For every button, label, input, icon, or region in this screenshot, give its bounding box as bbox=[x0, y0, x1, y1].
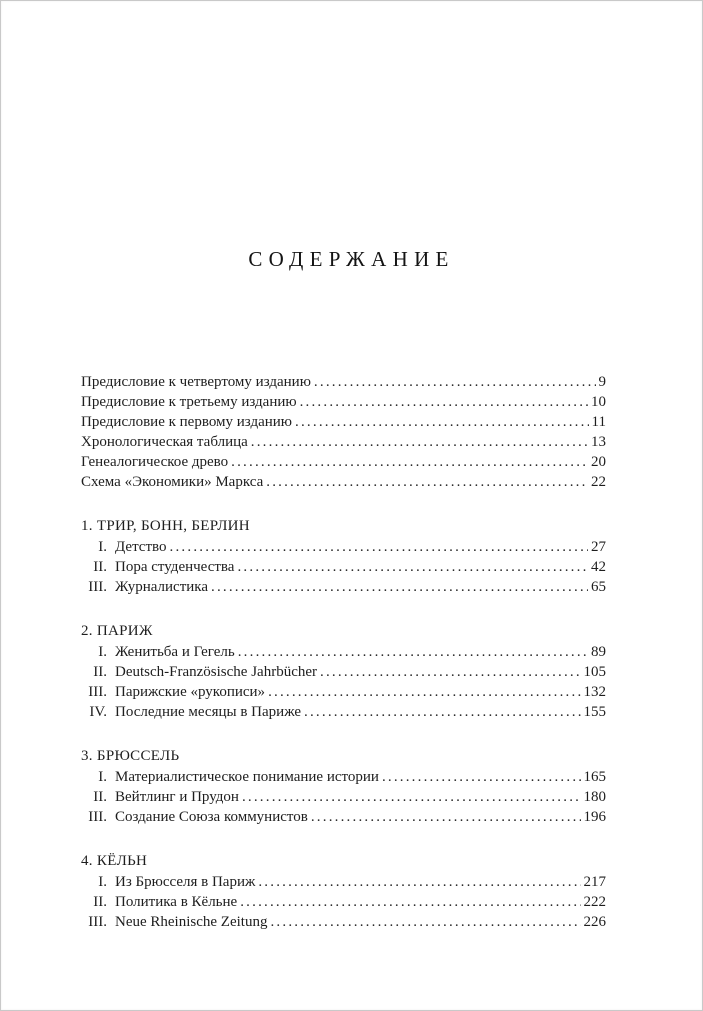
toc-entry-numeral: III. bbox=[88, 914, 107, 930]
toc-entry-page: 196 bbox=[583, 809, 606, 825]
dot-leader bbox=[238, 642, 588, 662]
toc-entry bbox=[81, 372, 606, 392]
toc-section bbox=[81, 746, 606, 827]
toc-entry bbox=[81, 767, 606, 787]
toc-entry bbox=[81, 452, 606, 472]
toc-entry-label: Предисловие к четвертому изданию bbox=[81, 374, 311, 390]
table-of-contents bbox=[1, 372, 702, 932]
toc-entry-page: 10 bbox=[591, 394, 606, 410]
toc-entry-label: Схема «Экономики» Маркса bbox=[81, 474, 264, 490]
dot-leader bbox=[170, 537, 588, 557]
toc-entry-numeral: III. bbox=[88, 579, 107, 595]
toc-entry-label: Предисловие к третьему изданию bbox=[81, 394, 297, 410]
toc-entry-numeral: I. bbox=[98, 874, 107, 890]
toc-entry bbox=[81, 412, 606, 432]
toc-entry-page: 217 bbox=[583, 874, 606, 890]
dot-leader bbox=[237, 557, 588, 577]
toc-entry bbox=[81, 577, 606, 597]
toc-entry-label: Пора студенчества bbox=[115, 559, 235, 575]
dot-leader bbox=[300, 392, 588, 412]
toc-entry bbox=[81, 912, 606, 932]
toc-entry-label: Женитьба и Гегель bbox=[115, 644, 235, 660]
dot-leader bbox=[242, 787, 581, 807]
dot-leader bbox=[311, 807, 581, 827]
dot-leader bbox=[251, 432, 588, 452]
toc-entry-page: 20 bbox=[591, 454, 606, 470]
dot-leader bbox=[211, 577, 588, 597]
toc-entry-label: Вейтлинг и Прудон bbox=[115, 789, 239, 805]
toc-entry-numeral: I. bbox=[98, 644, 107, 660]
toc-section-heading: 4. КЁЛЬН bbox=[81, 853, 148, 869]
toc-section-heading: 2. ПАРИЖ bbox=[81, 623, 153, 639]
toc-entry bbox=[81, 642, 606, 662]
dot-leader bbox=[231, 452, 588, 472]
toc-entry-page: 165 bbox=[583, 769, 606, 785]
toc-entry-numeral: I. bbox=[98, 539, 107, 555]
toc-entry bbox=[81, 892, 606, 912]
toc-entry bbox=[81, 557, 606, 577]
dot-leader bbox=[382, 767, 581, 787]
toc-entry-page: 65 bbox=[591, 579, 606, 595]
toc-entry bbox=[81, 662, 606, 682]
toc-entry-label: Политика в Кёльне bbox=[115, 894, 238, 910]
toc-entry-page: 89 bbox=[591, 644, 606, 660]
toc-entry-numeral: II. bbox=[93, 664, 107, 680]
toc-section bbox=[81, 851, 606, 932]
toc-entry-label: Детство bbox=[115, 539, 167, 555]
toc-entry-page: 13 bbox=[591, 434, 606, 450]
toc-entry-label: Генеалогическое древо bbox=[81, 454, 229, 470]
dot-leader bbox=[240, 892, 580, 912]
page-title: СОДЕРЖАНИЕ bbox=[248, 247, 455, 271]
toc-entry-label: Neue Rheinische Zeitung bbox=[115, 914, 268, 930]
dot-leader bbox=[304, 702, 580, 722]
toc-entry bbox=[81, 807, 606, 827]
toc-entry-page: 180 bbox=[583, 789, 606, 805]
toc-entry-numeral: III. bbox=[88, 809, 107, 825]
toc-entry-numeral: IV. bbox=[89, 704, 107, 720]
toc-entry-page: 27 bbox=[591, 539, 606, 555]
toc-entry-page: 11 bbox=[591, 414, 606, 430]
toc-section bbox=[81, 516, 606, 597]
toc-entry-page: 105 bbox=[583, 664, 606, 680]
toc-entry-label: Парижские «рукописи» bbox=[115, 684, 266, 700]
dot-leader bbox=[295, 412, 589, 432]
toc-entry-numeral: II. bbox=[93, 894, 107, 910]
toc-entry-numeral: III. bbox=[88, 684, 107, 700]
toc-entry-label: Предисловие к первому изданию bbox=[81, 414, 293, 430]
toc-entry bbox=[81, 537, 606, 557]
toc-entry bbox=[81, 872, 606, 892]
toc-entry bbox=[81, 472, 606, 492]
toc-entry bbox=[81, 392, 606, 412]
dot-leader bbox=[314, 372, 596, 392]
toc-entry-page: 22 bbox=[591, 474, 606, 490]
toc-entry-numeral: II. bbox=[93, 559, 107, 575]
dot-leader bbox=[320, 662, 580, 682]
toc-entry-page: 222 bbox=[583, 894, 606, 910]
dot-leader bbox=[268, 682, 580, 702]
toc-entry bbox=[81, 702, 606, 722]
dot-leader bbox=[258, 872, 580, 892]
toc-entry-numeral: I. bbox=[98, 769, 107, 785]
toc-section bbox=[81, 621, 606, 722]
toc-entry-label: Создание Союза коммунистов bbox=[115, 809, 308, 825]
toc-entry-label: Материалистическое понимание истории bbox=[115, 769, 379, 785]
toc-entry bbox=[81, 432, 606, 452]
toc-entry-page: 226 bbox=[583, 914, 606, 930]
toc-entry-label: Хронологическая таблица bbox=[81, 434, 248, 450]
toc-section-heading: 3. БРЮССЕЛЬ bbox=[81, 748, 180, 764]
toc-entry bbox=[81, 787, 606, 807]
dot-leader bbox=[266, 472, 588, 492]
toc-entry-page: 9 bbox=[598, 374, 606, 390]
toc-entry-page: 42 bbox=[591, 559, 606, 575]
toc-entry-label: Последние месяцы в Париже bbox=[115, 704, 302, 720]
toc-entry-page: 132 bbox=[583, 684, 606, 700]
dot-leader bbox=[270, 912, 580, 932]
toc-entry-label: Журналистика bbox=[115, 579, 208, 595]
toc-entry-label: Из Брюсселя в Париж bbox=[115, 874, 256, 890]
toc-section-heading: 1. ТРИР, БОНН, БЕРЛИН bbox=[81, 518, 250, 534]
toc-entry-label: Deutsch-Französische Jahrbücher bbox=[115, 664, 318, 680]
toc-entry-page: 155 bbox=[583, 704, 606, 720]
toc-entry bbox=[81, 682, 606, 702]
toc-entry-numeral: II. bbox=[93, 789, 107, 805]
